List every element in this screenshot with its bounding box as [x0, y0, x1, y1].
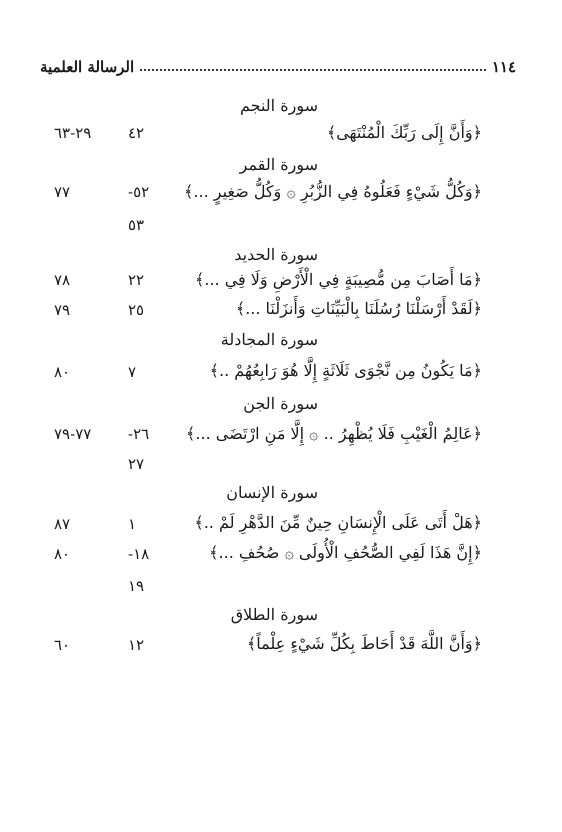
verse-text: ﴿وَأَنَّ اللَّهَ قَدْ أَحَاطَ بِكُلِّ شَيْءٍ عِلْماً﴾ — [246, 634, 482, 653]
verse-text: ﴿وَأَنَّ إِلَى رَبِّكَ الْمُنْتَهَى﴾ — [326, 123, 482, 142]
ayah-number-continued: ١٩ — [128, 577, 145, 595]
ayah-number: ١٨- — [128, 545, 150, 563]
ayah-number: ٥٢- — [128, 183, 150, 201]
verse-text: ﴿عَالِمُ الْغَيْبِ فَلَا يُظْهِرُ .. ۞ إِلَّا مَنِ ارْتَضَى ...﴾ — [186, 424, 482, 443]
running-title: الرسالة العلمية — [40, 58, 135, 76]
verse-text: ﴿وَكُلُّ شَيْءٍ فَعَلُوهُ فِي الزُّبُرِ ۞ وَكُلُّ صَغِيرٍ ...﴾ — [184, 182, 482, 201]
verse-text: ﴿لَقَدْ أَرْسَلْنَا رُسُلَنَا بِالْبَيِّنَاتِ وَأَنزَلْنَا ...﴾ — [235, 299, 482, 318]
page-reference: ٧٩ — [54, 301, 71, 319]
page-header — [40, 46, 516, 76]
ayah-number: ٢٢ — [128, 271, 145, 289]
page-reference: ٨٠ — [54, 545, 71, 563]
page-reference: ٨٠ — [54, 363, 71, 381]
verse-text: ﴿مَا أَصَابَ مِن مُّصِيبَةٍ فِي الْأَرْضِ وَلَا فِي ...﴾ — [195, 270, 482, 289]
verse-text: ﴿مَا يَكُونُ مِن نَّجْوَى ثَلَاثَةٍ إِلَّا هُوَ رَابِعُهُمْ ..﴾ — [209, 361, 482, 380]
page-reference: ٧٧ — [54, 183, 71, 201]
ayah-number-continued: ٢٧ — [128, 455, 145, 473]
verse-text: ﴿إِنَّ هَذَا لَفِي الصُّحُفِ الْأُولَى ۞ صُحُفِ ...﴾ — [209, 543, 482, 562]
surah-heading: سورة الطلاق — [230, 605, 318, 624]
ayah-number: ٢٦- — [128, 425, 150, 443]
ayah-number-continued: ٥٣ — [128, 216, 145, 234]
surah-heading: سورة الجن — [243, 394, 318, 413]
surah-heading: سورة المجادلة — [220, 330, 318, 349]
ayah-number: ١ — [128, 515, 137, 533]
ayah-number: ٧ — [128, 363, 137, 381]
page-reference: ٢٩-٦٣ — [54, 124, 92, 142]
surah-heading: سورة الإنسان — [226, 483, 318, 502]
ayah-number: ٤٢ — [128, 124, 145, 142]
ayah-number: ٢٥ — [128, 301, 145, 319]
surah-heading: سورة النجم — [240, 96, 318, 115]
surah-heading: سورة الحديد — [234, 245, 318, 264]
page-reference: ٨٧ — [54, 515, 71, 533]
ayah-number: ١٢ — [128, 636, 145, 654]
page-reference: ٧٨ — [54, 271, 71, 289]
header-leader-dots — [140, 69, 486, 71]
page-number: ١١٤ — [491, 58, 516, 76]
page-reference: ٦٠ — [54, 636, 71, 654]
verse-text: ﴿هَلْ أَتَى عَلَى الْإِنسَانِ حِينٌ مِّنَ الدَّهْرِ لَمْ ..﴾ — [194, 513, 482, 532]
surah-heading: سورة القمر — [239, 155, 318, 174]
page-reference: ٧٧-٧٩ — [54, 425, 92, 443]
